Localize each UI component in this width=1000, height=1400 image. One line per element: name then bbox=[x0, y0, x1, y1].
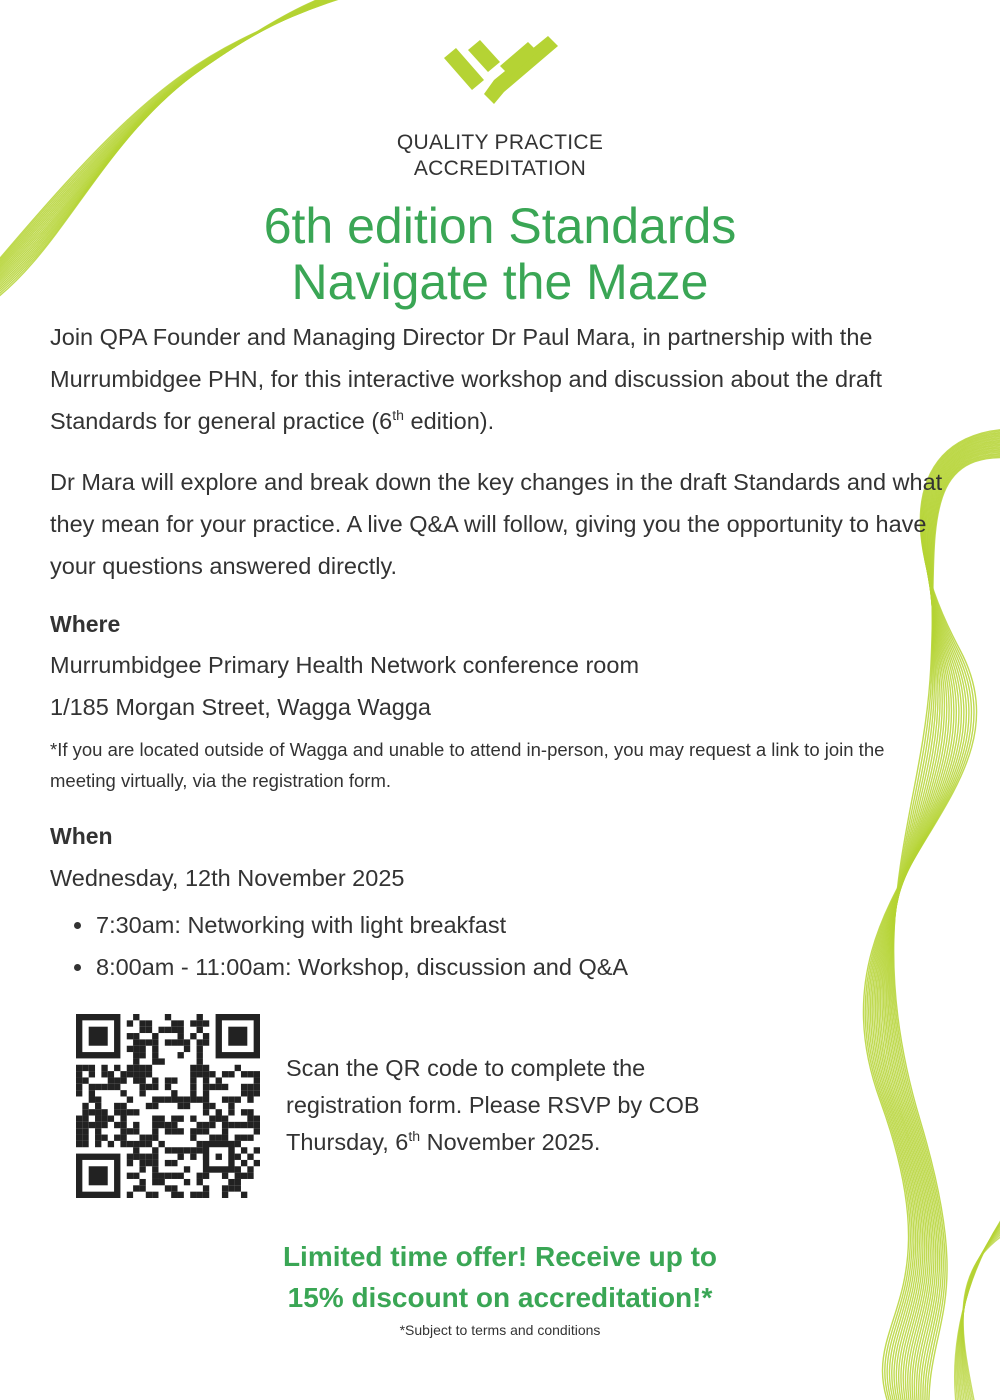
offer-line2: 15% discount on accreditation!* bbox=[287, 1282, 713, 1313]
organisation-name-line2: ACCREDITATION bbox=[413, 157, 587, 180]
venue-address: 1/185 Morgan Street, Wagga Wagga bbox=[50, 694, 432, 720]
page-title bbox=[50, 198, 950, 310]
schedule-list bbox=[70, 904, 628, 988]
qpa-chevron-logo-icon bbox=[440, 36, 560, 106]
discount-offer bbox=[200, 1236, 800, 1318]
wave-line bbox=[963, 1220, 1000, 1400]
offer-line1: Limited time offer! Receive up to bbox=[282, 1241, 718, 1272]
registration-text-end: November 2025. bbox=[420, 1129, 601, 1155]
registration-instructions bbox=[286, 1050, 766, 1161]
intro-paragraph bbox=[50, 316, 950, 442]
intro-text: Join QPA Founder and Managing Director Dr Paul Mara, in partnership with the Murrumbidgee PHN, for this interactive workshop and discussion about the draft Standards for general practice (6 bbox=[50, 324, 883, 434]
virtual-attendance-note: *If you are located outside of Wagga and unable to attend in-person, you may request a link to join the meeting virtually, via the registration form. bbox=[50, 739, 885, 791]
terms-note: *Subject to terms and conditions bbox=[399, 1322, 601, 1338]
event-date: Wednesday, 12th November 2025 bbox=[50, 865, 405, 891]
wave-line bbox=[885, 447, 1000, 1400]
when-heading: When bbox=[50, 823, 113, 849]
organisation-name-line1: QUALITY PRACTICE bbox=[396, 131, 604, 154]
venue-name: Murrumbidgee Primary Health Network conference room bbox=[50, 652, 640, 678]
registration-superscript: th bbox=[408, 1128, 421, 1145]
intro-text-end: edition). bbox=[404, 408, 495, 434]
registration-text: Scan the QR code to complete the registration form. Please RSVP by COB Thursday, 6 bbox=[286, 1055, 700, 1155]
schedule-item-networking: 7:30am: Networking with light breakfast bbox=[70, 904, 628, 946]
where-heading: Where bbox=[50, 611, 121, 637]
intro-superscript: th bbox=[392, 407, 405, 424]
description-paragraph: Dr Mara will explore and break down the key changes in the draft Standards and what they mean for your practice. A live Q&A will follow, giving you the opportunity to have your questions answered directly. bbox=[50, 469, 943, 579]
wave-line bbox=[892, 455, 1000, 1400]
title-line1: 6th edition Standards bbox=[263, 198, 737, 254]
qr-code-icon[interactable] bbox=[76, 1014, 260, 1198]
schedule-item-workshop: 8:00am - 11:00am: Workshop, discussion and Q&A bbox=[70, 946, 628, 988]
organisation-name bbox=[300, 130, 700, 182]
title-line2: Navigate the Maze bbox=[291, 254, 709, 310]
